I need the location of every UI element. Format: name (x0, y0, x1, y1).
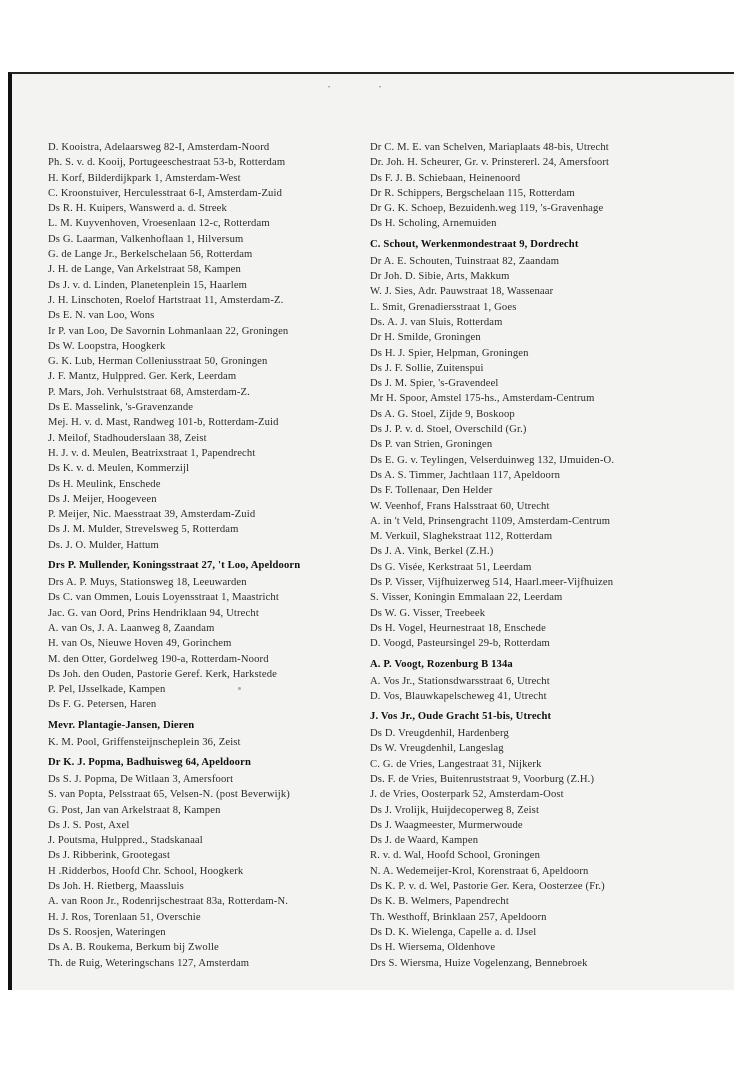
address-entry: G. Post, Jan van Arkelstraat 8, Kampen (48, 804, 221, 816)
address-entry: Dr A. E. Schouten, Tuinstraat 82, Zaandam (370, 255, 560, 267)
address-entry: Ds A. B. Roukema, Berkum bij Zwolle (48, 942, 219, 954)
address-entry: Dr. Joh. H. Scheurer, Gr. v. Prinstererl. 24, Amersfoort (370, 157, 610, 169)
scan-speck-icon: • (379, 85, 382, 91)
address-entry: Dr H. Smilde, Groningen (370, 332, 481, 344)
address-entry: C. G. de Vries, Langestraat 31, Nijkerk (370, 758, 542, 770)
address-entry: A. van Roon Jr., Rodenrijschestraat 83a, Rotterdam-N. (48, 896, 289, 908)
address-entry: Ds Joh. den Ouden, Pastorie Geref. Kerk, Harkstede (48, 668, 278, 680)
address-entry: Ds K. B. Welmers, Papendrecht (370, 896, 509, 908)
address-entry: Ds J. Vrolijk, Huijdecoperweg 8, Zeist (370, 804, 540, 816)
address-entry: A. Vos Jr., Stationsdwarsstraat 6, Utrecht (370, 675, 550, 687)
bottom-margin (0, 990, 738, 1068)
address-entry: Ds. F. de Vries, Buitenruststraat 9, Voorburg (Z.H.) (370, 773, 595, 785)
address-entry: Ds A. G. Stoel, Zijde 9, Boskoop (370, 408, 515, 420)
address-entry: Ds D. K. Wielenga, Capelle a. d. IJsel (370, 926, 537, 938)
address-entry: L. Smit, Grenadiersstraat 1, Goes (370, 301, 517, 313)
address-entry: S. van Popta, Pelsstraat 65, Velsen-N. (post Beverwijk) (48, 789, 290, 801)
address-entry: H. Korf, Bilderdijkpark 1, Amsterdam-West (48, 172, 241, 184)
address-entry: R. v. d. Wal, Hoofd School, Groningen (370, 850, 541, 862)
address-entry: Ds R. H. Kuipers, Wanswerd a. d. Streek (48, 203, 227, 215)
left-address-column (48, 140, 388, 971)
address-entry: Mevr. Plantagie-Jansen, Dieren (48, 719, 195, 731)
address-entry: Ds Joh. H. Rietberg, Maassluis (48, 881, 184, 893)
address-entry: Ds W. Loopstra, Hoogkerk (48, 340, 166, 352)
address-entry: Ds H. Meulink, Enschede (48, 478, 161, 490)
address-entry: Dr C. M. E. van Schelven, Mariaplaats 48-bis, Utrecht (370, 142, 609, 153)
address-entry: Ds G. Laarman, Valkenhoflaan 1, Hilversum (48, 233, 244, 245)
address-entry: Ph. S. v. d. Kooij, Portugeeschestraat 53-b, Rotterdam (48, 157, 286, 169)
address-entry: Ds J. S. Post, Axel (48, 819, 130, 831)
address-entry: Ds C. van Ommen, Louis Loyensstraat 1, Maastricht (48, 592, 279, 604)
address-entry: Th. de Ruig, Weteringschans 127, Amsterdam (48, 957, 250, 969)
address-entry: A. P. Voogt, Rozenburg B 134a (370, 658, 513, 670)
address-entry: Dr Joh. D. Sibie, Arts, Makkum (370, 271, 510, 283)
address-entry: J. Vos Jr., Oude Gracht 51-bis, Utrecht (370, 711, 552, 723)
address-entry: Ds. J. O. Mulder, Hattum (48, 539, 159, 551)
scan-speck-icon: • (328, 85, 331, 91)
address-entry: Mej. H. v. d. Mast, Randweg 101-b, Rotterdam-Zuid (48, 417, 279, 429)
address-entry: Ds H. J. Spier, Helpman, Groningen (370, 347, 529, 359)
address-entry: Ds. A. J. van Sluis, Rotterdam (370, 316, 503, 328)
address-entry: J. H. de Lange, Van Arkelstraat 58, Kampen (48, 264, 241, 276)
address-entry: C. Schout, Werkenmondestraat 9, Dordrecht (370, 238, 579, 250)
address-entry: Ds J. A. Vink, Berkel (Z.H.) (370, 546, 494, 558)
address-entry: Ds J. v. d. Linden, Planetenplein 15, Haarlem (48, 279, 248, 291)
address-entry: P. Meijer, Nic. Maesstraat 39, Amsterdam-Zuid (48, 509, 256, 521)
address-entry: Dr R. Schippers, Bergschelaan 115, Rotterdam (370, 187, 575, 199)
address-entry: Ds W. Vreugdenhil, Langeslag (370, 743, 504, 755)
address-entry: Jac. G. van Oord, Prins Hendriklaan 94, Utrecht (48, 607, 259, 619)
address-entry: M. den Otter, Gordelweg 190-a, Rotterdam-Noord (48, 653, 269, 665)
address-entry: Ds J. M. Mulder, Strevelsweg 5, Rotterdam (48, 524, 239, 536)
address-entry: J. de Vries, Oosterpark 52, Amsterdam-Oost (370, 789, 564, 801)
address-entry: Th. Westhoff, Brinklaan 257, Apeldoorn (370, 911, 547, 923)
address-entry: Dr G. K. Schoep, Bezuidenh.weg 119, 's-Gravenhage (370, 203, 604, 215)
address-entry: D. Voogd, Pasteursingel 29-b, Rotterdam (370, 638, 550, 650)
address-entry: A. van Os, J. A. Laanweg 8, Zaandam (48, 622, 215, 634)
address-entry: P. Pel, IJsselkade, Kampen (48, 684, 166, 696)
address-entry: N. A. Wedemeijer-Krol, Korenstraat 6, Apeldoorn (370, 865, 589, 877)
address-entry: M. Verkuil, Slaghekstraat 112, Rotterdam (370, 531, 553, 543)
address-entry: Dr K. J. Popma, Badhuisweg 64, Apeldoorn (48, 756, 251, 768)
address-entry: D. Kooistra, Adelaarsweg 82-I, Amsterdam-Noord (48, 142, 270, 153)
address-entry: Ds F. G. Petersen, Haren (48, 699, 157, 711)
address-entry: Ds P. Visser, Vijfhuizerweg 514, Haarl.meer-Vijfhuizen (370, 577, 614, 589)
address-entry: W. J. Sies, Adr. Pauwstraat 18, Wassenaar (370, 286, 554, 298)
address-entry: Ds S. J. Popma, De Witlaan 3, Amersfoort (48, 773, 234, 785)
address-entry: Ds K. v. d. Meulen, Kommerzijl (48, 463, 190, 475)
address-entry: J. F. Mantz, Hulppred. Ger. Kerk, Leerdam (48, 371, 237, 383)
address-entry: Ds J. F. Sollie, Zuitenspui (370, 362, 484, 374)
address-entry: G. K. Lub, Herman Colleniusstraat 50, Groningen (48, 356, 268, 368)
address-entry: P. Mars, Joh. Verhulststraat 68, Amsterdam-Z. (48, 386, 250, 398)
address-entry: Ds H. Vogel, Heurnestraat 18, Enschede (370, 622, 546, 634)
address-entry: K. M. Pool, Griffensteijnscheplein 36, Zeist (48, 736, 241, 748)
address-entry: Ds E. N. van Loo, Wons (48, 310, 155, 322)
top-margin (0, 0, 738, 72)
address-entry: Ds F. J. B. Schiebaan, Heinenoord (370, 172, 521, 184)
address-entry: Ds W. G. Visser, Treebeek (370, 607, 486, 619)
address-entry: Ds J. Waagmeester, Murmerwoude (370, 819, 523, 831)
address-entry: Ds J. M. Spier, 's-Gravendeel (370, 378, 499, 390)
address-entry: Drs A. P. Muys, Stationsweg 18, Leeuwarden (48, 577, 247, 589)
address-entry: Ds E. G. v. Teylingen, Velserduinweg 132, IJmuiden-O. (370, 454, 615, 466)
address-entry: H .Ridderbos, Hoofd Chr. School, Hoogkerk (48, 865, 244, 877)
address-entry: Ds A. S. Timmer, Jachtlaan 117, Apeldoorn (370, 469, 561, 481)
address-entry: H. J. v. d. Meulen, Beatrixstraat 1, Papendrecht (48, 447, 256, 459)
address-entry: Ds G. Visée, Kerkstraat 51, Leerdam (370, 561, 532, 573)
address-entry: J. Meilof, Stadhouderslaan 38, Zeist (48, 432, 207, 444)
address-entry: W. Veenhof, Frans Halsstraat 60, Utrecht (370, 500, 550, 512)
address-entry: Ds J. Meijer, Hoogeveen (48, 493, 157, 505)
address-entry: L. M. Kuyvenhoven, Vroesenlaan 12-c, Rotterdam (48, 218, 270, 230)
address-entry: H. J. Ros, Torenlaan 51, Overschie (48, 911, 201, 923)
address-entry: Ds H. Scholing, Arnemuiden (370, 218, 497, 230)
address-entry: Ds K. P. v. d. Wel, Pastorie Ger. Kera, Oosterzee (Fr.) (370, 881, 605, 893)
address-entry: Ds F. Tollenaar, Den Helder (370, 485, 493, 497)
address-entry: G. de Lange Jr., Berkelschelaan 56, Rotterdam (48, 249, 253, 261)
address-entry: Ir P. van Loo, De Savornin Lohmanlaan 22, Groningen (48, 325, 289, 337)
address-entry: Mr H. Spoor, Amstel 175-hs., Amsterdam-Centrum (370, 393, 595, 405)
address-entry: S. Visser, Koningin Emmalaan 22, Leerdam (370, 592, 563, 604)
address-entry: A. in 't Veld, Prinsengracht 1109, Amsterdam-Centrum (370, 515, 611, 527)
address-entry: J. H. Linschoten, Roelof Hartstraat 11, Amsterdam-Z. (48, 294, 284, 306)
address-entry: Drs P. Mullender, Koningsstraat 27, 't Loo, Apeldoorn (48, 560, 301, 572)
address-entry: D. Vos, Blauwkapelscheweg 41, Utrecht (370, 690, 547, 702)
address-entry: C. Kroonstuiver, Herculesstraat 6-I, Amsterdam-Zuid (48, 187, 283, 199)
address-entry: Ds D. Vreugdenhil, Hardenberg (370, 728, 509, 740)
address-entry: Drs S. Wiersma, Huize Vogelenzang, Bennebroek (370, 957, 588, 969)
address-entry: Ds J. Ribberink, Grootegast (48, 850, 171, 862)
address-entry: Ds S. Roosjen, Wateringen (48, 926, 166, 938)
right-address-column (370, 140, 710, 971)
address-entry: Ds E. Masselink, 's-Gravenzande (48, 402, 194, 414)
address-entry: Ds H. Wiersema, Oldenhove (370, 942, 496, 954)
address-entry: Ds J. de Waard, Kampen (370, 835, 479, 847)
address-entry: J. Poutsma, Hulppred., Stadskanaal (48, 835, 203, 847)
address-entry: H. van Os, Nieuwe Hoven 49, Gorinchem (48, 638, 232, 650)
address-entry: Ds P. van Strien, Groningen (370, 439, 493, 451)
address-entry: Ds J. P. v. d. Stoel, Overschild (Gr.) (370, 424, 527, 436)
